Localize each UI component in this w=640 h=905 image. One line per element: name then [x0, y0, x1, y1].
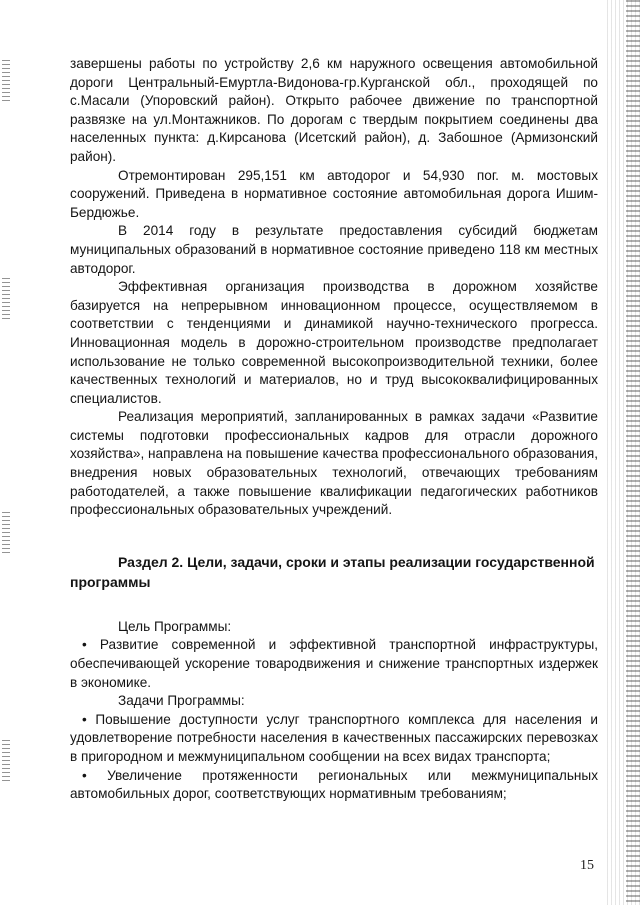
scan-artifact [2, 512, 10, 556]
goal-bullet: • Развитие современной и эффективной транспортной инфраструктуры, обеспечивающей ускорение товародвижения и снижение транспортных издержек в экономике. [70, 637, 598, 690]
tasks-label: Задачи Программы: [118, 693, 245, 709]
task-bullet: • Увеличение протяженности региональных или межмуниципальных автомобильных дорог, соответствующих нормативным требованиям; [70, 767, 598, 802]
goal-label: Цель Программы: [118, 618, 232, 634]
paragraph: завершены работы по устройству 2,6 км наружного освещения автомобильной дороги Центральный-Емуртла-Видонова-гр.Курганской обл., проходящей по с.Масали (Упоровский район). Открыто рабочее движение по транспортной развязке на ул.Монтажников. По дорогам с твердым покрытием соединены два населенных пункта: д.Кирсанова (Исетский район), д. Забошное (Армизонский район). [70, 56, 598, 164]
body-text [70, 55, 598, 804]
paragraph: Реализация мероприятий, запланированных в рамках задачи «Развитие системы подготовки профессиональных кадров для отрасли дорожного хозяйства», направлена на повышение качества профессионального образования, внедрения новых образовательных технологий, отвечающих требованиям работодателей, а также повышение квалификации педагогических работников профессиональных образовательных учреждений. [70, 409, 598, 518]
scan-artifact [2, 740, 10, 784]
scan-artifact [2, 60, 10, 104]
scan-edge-dark [626, 0, 640, 905]
scan-artifact [2, 278, 10, 322]
paragraph: Эффективная организация производства в дорожном хозяйстве базируется на непрерывном инновационном процессе, осуществляемом в соответствии с тенденциями и динамикой научно-технического прогресса. Инновационная модель в дорожно-строительном производстве предполагает использование не только современной высокопроизводительной техники, более качественных технологий и материалов, но и труд высококвалифицированных специалистов. [70, 279, 598, 406]
paragraph: В 2014 году в результате предоставления субсидий бюджетам муниципальных образований в нормативное состояние приведено 118 км местных автодорог. [70, 223, 598, 276]
paragraph: Отремонтирован 295,151 км автодорог и 54,930 пог. м. мостовых сооружений. Приведена в нормативное состояние автомобильная дорога Ишим-Бердюжье. [70, 167, 598, 220]
page-number: 15 [580, 858, 594, 873]
section-heading: Раздел 2. Цели, задачи, сроки и этапы реализации государственной программы [70, 553, 595, 590]
task-bullet: • Повышение доступности услуг транспортного комплекса для населения и удовлетворение потребности населения в качественных пассажирских перевозках в пригородном и межмуниципальном сообщении на всех видах транспорта; [70, 711, 598, 764]
